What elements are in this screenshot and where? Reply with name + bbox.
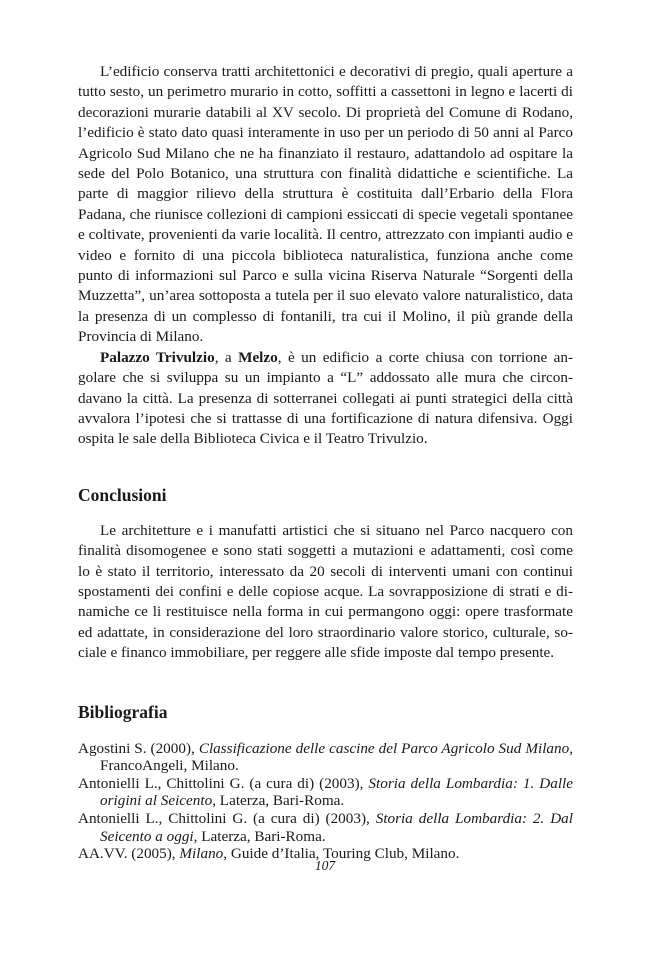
page-number: 107 xyxy=(314,858,336,873)
ref-title: Milano xyxy=(179,845,224,863)
ref-title: Storia della Lombardia: 1. Dalle origini al Seicento xyxy=(100,774,573,810)
bold-term: Palazzo Trivulzio xyxy=(100,348,215,366)
reference-entry xyxy=(78,740,573,775)
reference-entry xyxy=(78,775,573,810)
page-content xyxy=(78,62,573,863)
ref-publisher: , Laterza, Bari-Roma. xyxy=(193,827,326,845)
text-run: , è un edificio a corte chiusa con torrione angolare che si sviluppa su un impianto a “L” addossato alle mura che circondavano la città. La presenza di sotterranei collegati ai punti strategici della città avvalora l’ipotesi che si trattasse di una fortificazione di natura difensiva. Oggi ospita le sale della Biblioteca Civica e il Teatro Trivulzio. xyxy=(78,348,574,448)
ref-publisher: , Guide d’Italia, Touring Club, Milano. xyxy=(223,845,460,863)
text-run: , a xyxy=(214,348,239,366)
ref-authors: Agostini S. (2000), xyxy=(78,739,199,757)
reference-list xyxy=(78,740,573,863)
body-paragraph-palazzo-trivulzio xyxy=(78,348,573,450)
ref-authors: AA.VV. (2005), xyxy=(78,845,180,863)
ref-title: Classificazione delle cascine del Parco Agricolo Sud Milano xyxy=(198,739,570,757)
reference-entry xyxy=(78,810,573,845)
conclusions-paragraph: Le architetture e i manufatti artistici che si situano nel Parco nacquero con finalità disomogenee e sono stati soggetti a mutazioni e adattamenti, così come lo è stato il territorio, interessato da 20 secoli di interventi umani con continui spostamenti dei confini e delle copiose acque. La sovrapposizione di strati e dinamiche ce li restituisce nella forma in cui permangono oggi: opere trasformate ed adattate, in considerazione del loro straordinario valore storico, culturale, sociale e financo immobiliare, per reggere alle sfide imposte dal tempo presente. xyxy=(78,521,573,662)
body-paragraph: L’edificio conserva tratti architettonici e decorativi di pregio, quali aperture a tutto sesto, un perimetro murario in cotto, soffitti a cassettoni in legno e lacerti di decorazioni murarie databili al XV secolo. Di proprietà del Comune di Rodano, l’edificio è stato dato quasi interamente in uso per un periodo di 50 anni al Parco Agricolo Sud Milano che ne ha finanziato il restauro, adattandolo ad ospitare la sede del Polo Botanico, una struttura con finalità didattiche e scientifiche. La parte di maggior rilievo della struttura è costituita dall’Erbario della Flora Padana, che riunisce collezioni di campioni essiccati di specie vegetali spontanee e coltivate, provenienti da varie località. Il centro, attrezzato con impianti audio e video e fornito di una piccola biblioteca naturalistica, funziona anche come punto di informazioni sul Parco e sulla vicina Riserva Naturale “Sorgenti della Muzzetta”, un’area sottoposta a tutela per il suo elevato valore naturalistico, data la presenza di un complesso di fontanili, tra cui il Molino, il più grande della Provincia di Milano. xyxy=(78,63,573,346)
section-heading-conclusions: Conclusioni xyxy=(78,484,167,505)
bold-term: Melzo xyxy=(238,348,278,366)
ref-title: Storia della Lombardia: 2. Dal Seicento a oggi xyxy=(100,809,573,845)
ref-authors: Antonielli L., Chittolini G. (a cura di) (2003), xyxy=(78,809,376,827)
section-heading-bibliography: Bibliografia xyxy=(78,701,168,722)
ref-authors: Antonielli L., Chittolini G. (a cura di) (2003), xyxy=(78,774,369,792)
ref-publisher: , FrancoAngeli, Milano. xyxy=(100,739,573,775)
ref-publisher: , Laterza, Bari-Roma. xyxy=(212,792,345,810)
